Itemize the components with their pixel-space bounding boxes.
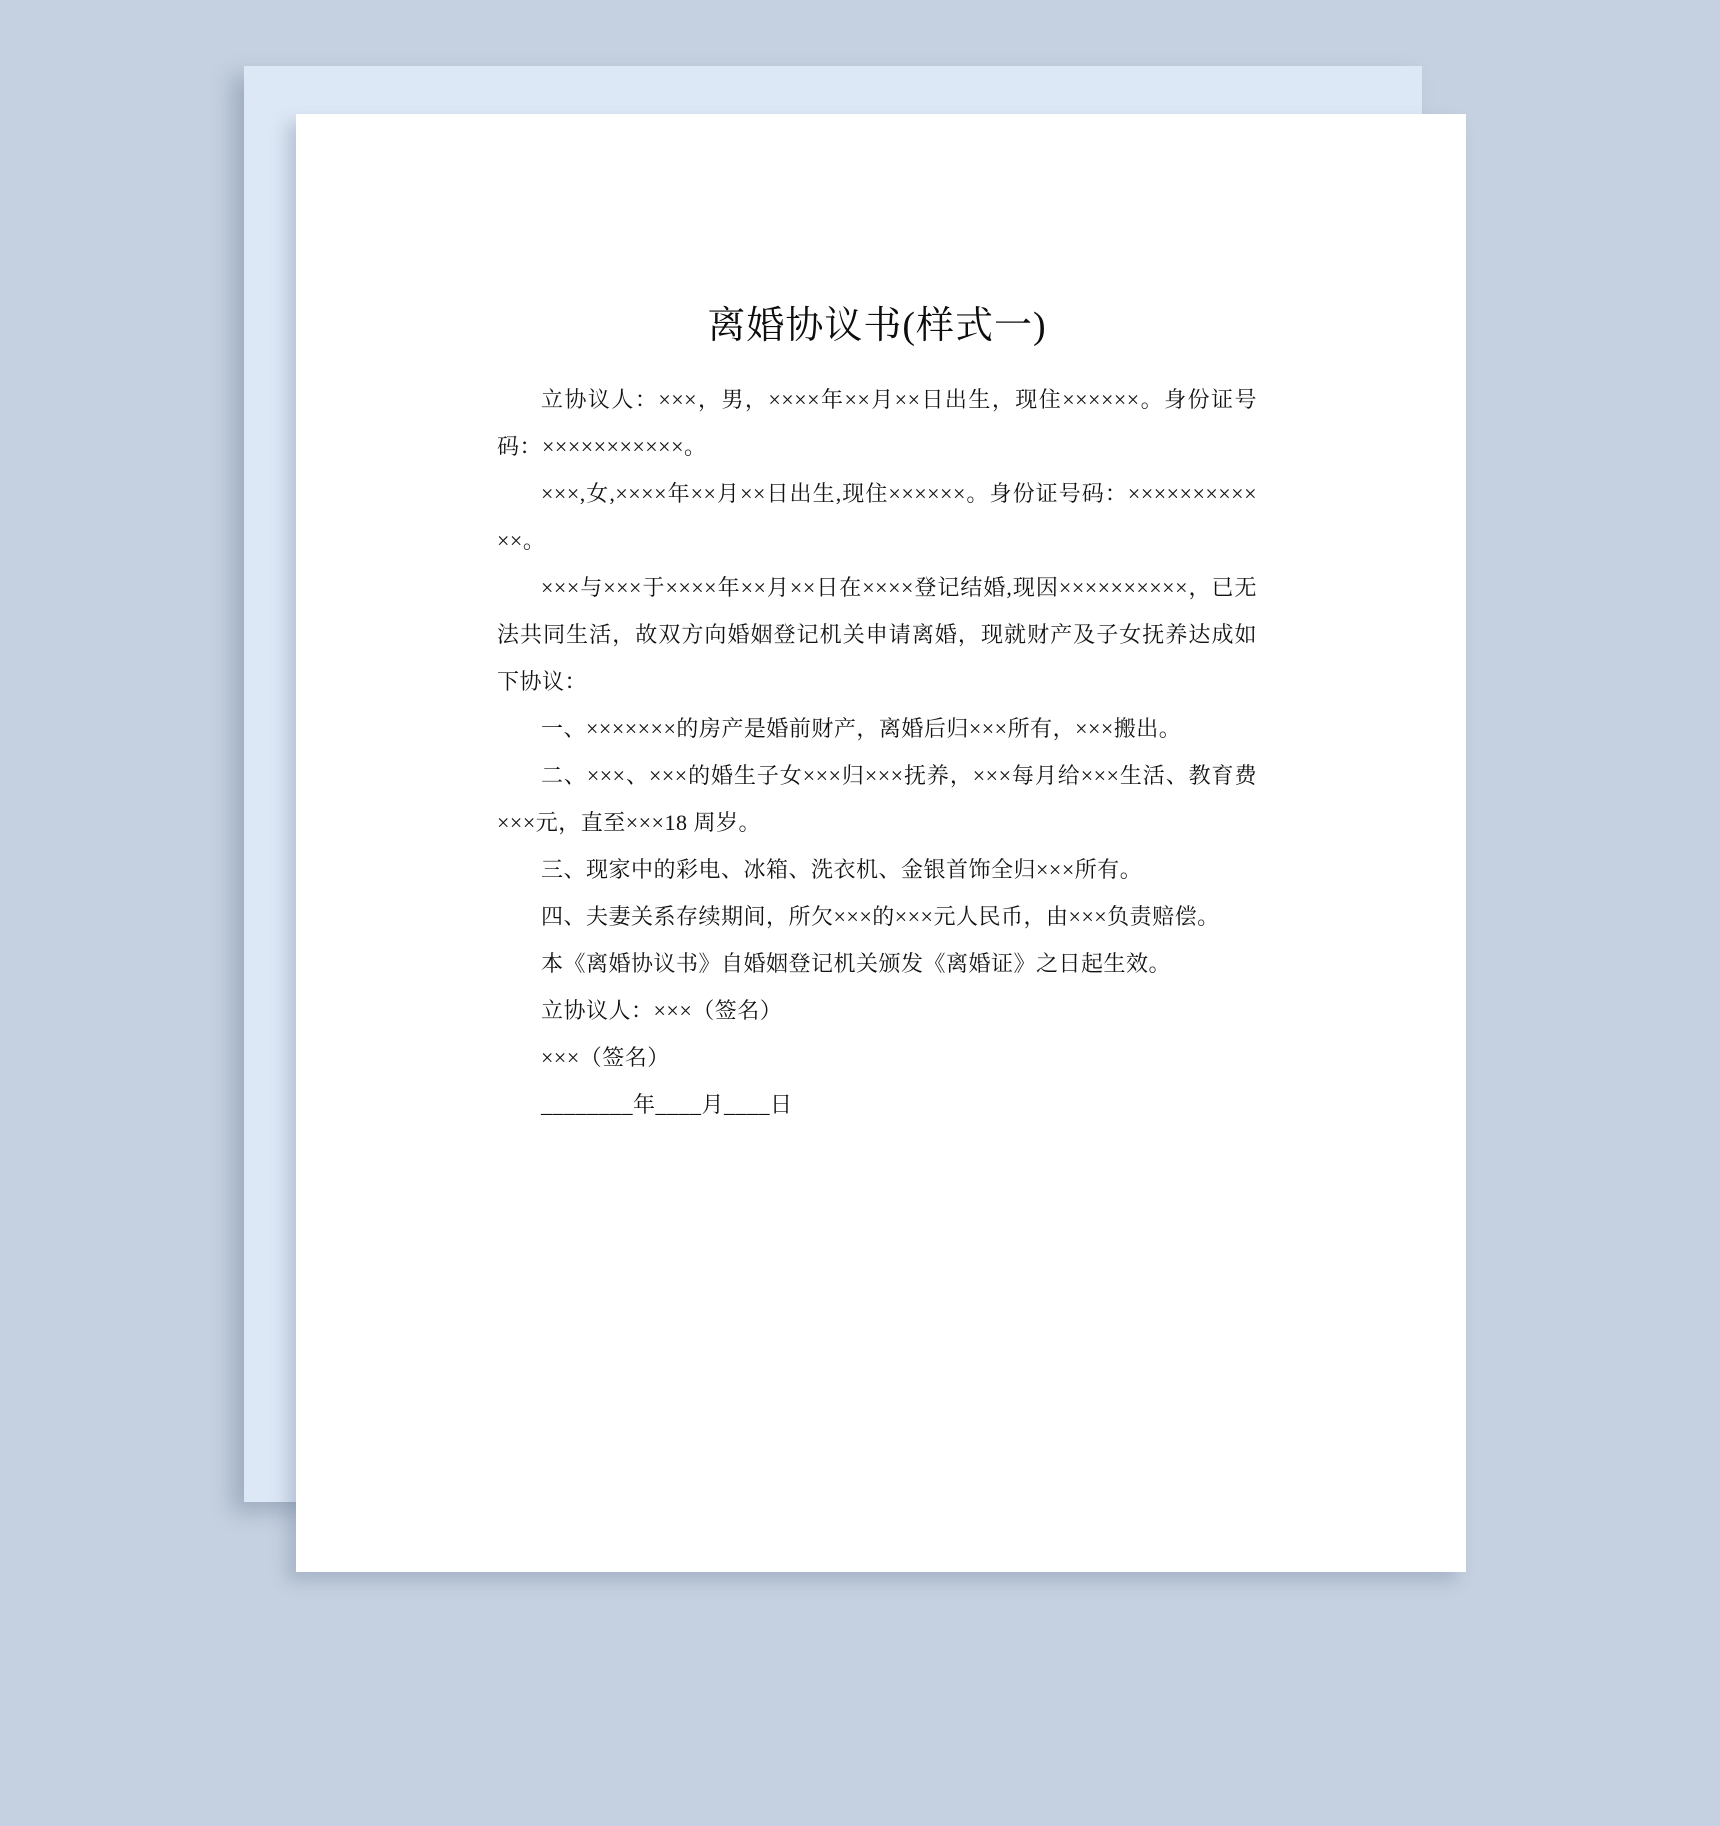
doc-paragraph-item-3: 三、现家中的彩电、冰箱、洗衣机、金银首饰全归×××所有。 [541,857,1143,882]
doc-paragraph-party-female: ×××,女,××××年××月××日出生,现住××××××。身份证号码：××××××××××××。 [497,481,1257,553]
document-title: 离婚协议书(样式一) [707,305,1047,347]
doc-paragraph-item-2: 二、×××、×××的婚生子女×××归×××抚养，×××每月给×××生活、教育费×××元，直至×××18 周岁。 [497,763,1257,835]
doc-paragraph-date-line: ________年____月____日 [541,1092,793,1117]
doc-paragraph-party-male: 立协议人：×××，男，××××年××月××日出生，现住××××××。身份证号码：×××××××××××。 [497,387,1257,459]
doc-paragraph-effective-clause: 本《离婚协议书》自婚姻登记机关颁发《离婚证》之日起生效。 [541,951,1172,976]
document-content [497,300,1257,1128]
document-page [296,114,1466,1572]
doc-paragraph-signature-party-2: ×××（签名） [541,1045,670,1070]
doc-paragraph-preamble: ×××与×××于××××年××月××日在××××登记结婚,现因××××××××××，已无法共同生活，故双方向婚姻登记机关申请离婚，现就财产及子女抚养达成如下协议： [497,575,1257,694]
doc-paragraph-item-4: 四、夫妻关系存续期间，所欠×××的×××元人民币，由×××负责赔偿。 [541,904,1220,929]
doc-paragraph-signature-party-1: 立协议人：×××（签名） [541,998,783,1023]
doc-paragraph-item-1: 一、×××××××的房产是婚前财产，离婚后归×××所有，×××搬出。 [541,716,1182,741]
